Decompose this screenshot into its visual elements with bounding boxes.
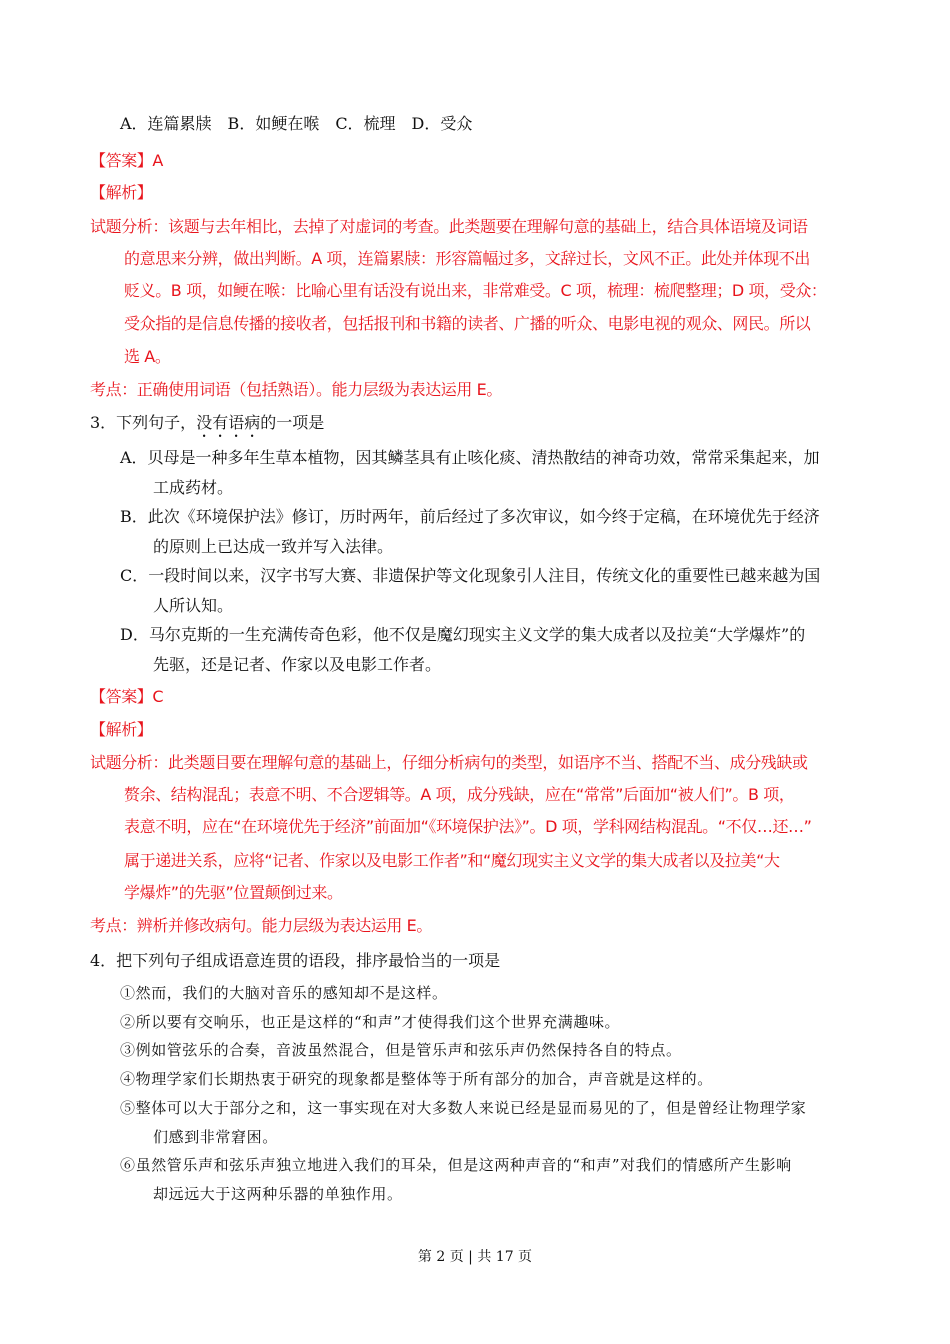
q3-suffix: 的一项是 [260,413,325,432]
q2-options: A．连篇累牍 B．如鲠在喉 C．梳理 D．受众 [120,114,473,133]
q4-question: 4．把下列句子组成语意连贯的语段，排序最恰当的一项是 [90,951,501,970]
sentence-item: ⑤整体可以大于部分之和，这一事实现在对大多数人来说已经是显而易见的了，但是曾经让物理学家 [120,1099,807,1117]
analysis-line: 受众指的是信息传播的接收者，包括报刊和书籍的读者、广播的听众、电影电视的观众、网民。所以 [124,314,811,333]
option-line: B．此次《环境保护法》修订，历时两年，前后经过了多次审议，如今终于定稿，在环境优先于经济 [120,507,820,526]
analysis-line: 的意思来分辨，做出判断。A 项，连篇累牍：形容篇幅过多，文辞过长，文风不正。此处并体现不出 [124,249,811,268]
sentence-item-cont: 们感到非常窘困。 [153,1128,278,1146]
analysis-line: 赘余、结构混乱；表意不明、不合逻辑等。A 项，成分残缺，应在“常常”后面加“被人们”。B 项， [124,785,795,804]
analysis-line: 试题分析：此类题目要在理解句意的基础上，仔细分析病句的类型，如语序不当、搭配不当、成分残缺或 [90,753,808,772]
page-footer: 第 2 页 | 共 17 页 [417,1249,533,1265]
option-line-cont: 的原则上已达成一致并写入法律。 [153,537,394,556]
q3-analysis-label: 【解析】 [90,720,153,739]
q3-kaodian: 考点：辨析并修改病句。能力层级为表达运用 E。 [90,916,432,935]
analysis-line: 表意不明，应在“在环境优先于经济”前面加“《环境保护法》”。D 项，学科网结构混乱。“不仅…还…” [124,817,812,836]
q3-prefix: 3．下列句子， [90,413,197,432]
analysis-line: 选 A。 [124,347,171,366]
q3-question [90,413,324,441]
option-line: C．一段时间以来，汉字书写大赛、非遗保护等文化现象引人注目，传统文化的重要性已越来越为国 [120,566,821,585]
q2-kaodian: 考点：正确使用词语（包括熟语）。能力层级为表达运用 E。 [90,380,502,399]
q2-answer: 【答案】A [90,151,163,170]
sentence-item: ①然而，我们的大脑对音乐的感知却不是这样。 [120,984,448,1002]
sentence-item: ③例如管弦乐的合奏，音波虽然混合，但是管乐声和弦乐声仍然保持各自的特点。 [120,1041,682,1059]
q3-answer: 【答案】C [90,687,164,706]
sentence-item: ④物理学家们长期热衷于研究的现象都是整体等于所有部分的加合，声音就是这样的。 [120,1070,713,1088]
option-line-cont: 工成药材。 [153,478,234,497]
sentence-item-cont: 却远远大于这两种乐器的单独作用。 [153,1185,403,1203]
sentence-item: ②所以要有交响乐，也正是这样的“和声”才使得我们这个世界充满趣味。 [120,1013,621,1031]
q2-analysis-label: 【解析】 [90,183,153,202]
sentence-item: ⑥虽然管乐声和弦乐声独立地进入我们的耳朵，但是这两种声音的“和声”对我们的情感所产生影响 [120,1156,792,1174]
option-line: A．贝母是一种多年生草本植物，因其鳞茎具有止咳化痰、清热散结的神奇功效，常常采集起来，加 [120,448,820,467]
option-line-cont: 人所认知。 [153,596,234,615]
analysis-line: 学爆炸”的先驱”位置颠倒过来。 [124,883,343,902]
q3-emphasis: 没有语病 [196,413,261,432]
option-line-cont: 先驱，还是记者、作家以及电影工作者。 [153,655,442,674]
analysis-line: 贬义。B 项，如鲠在喉：比喻心里有话没有说出来，非常难受。C 项，梳理：梳爬整理；D 项，受众： [124,281,827,300]
analysis-line: 属于递进关系，应将“记者、作家以及电影工作者”和“魔幻现实主义文学的集大成者以及拉美“大 [124,851,780,870]
analysis-line: 试题分析：该题与去年相比，去掉了对虚词的考查。此类题要在理解句意的基础上，结合具体语境及词语 [90,217,808,236]
option-line: D．马尔克斯的一生充满传奇色彩，他不仅是魔幻现实主义文学的集大成者以及拉美“大学爆炸”的 [120,625,806,644]
